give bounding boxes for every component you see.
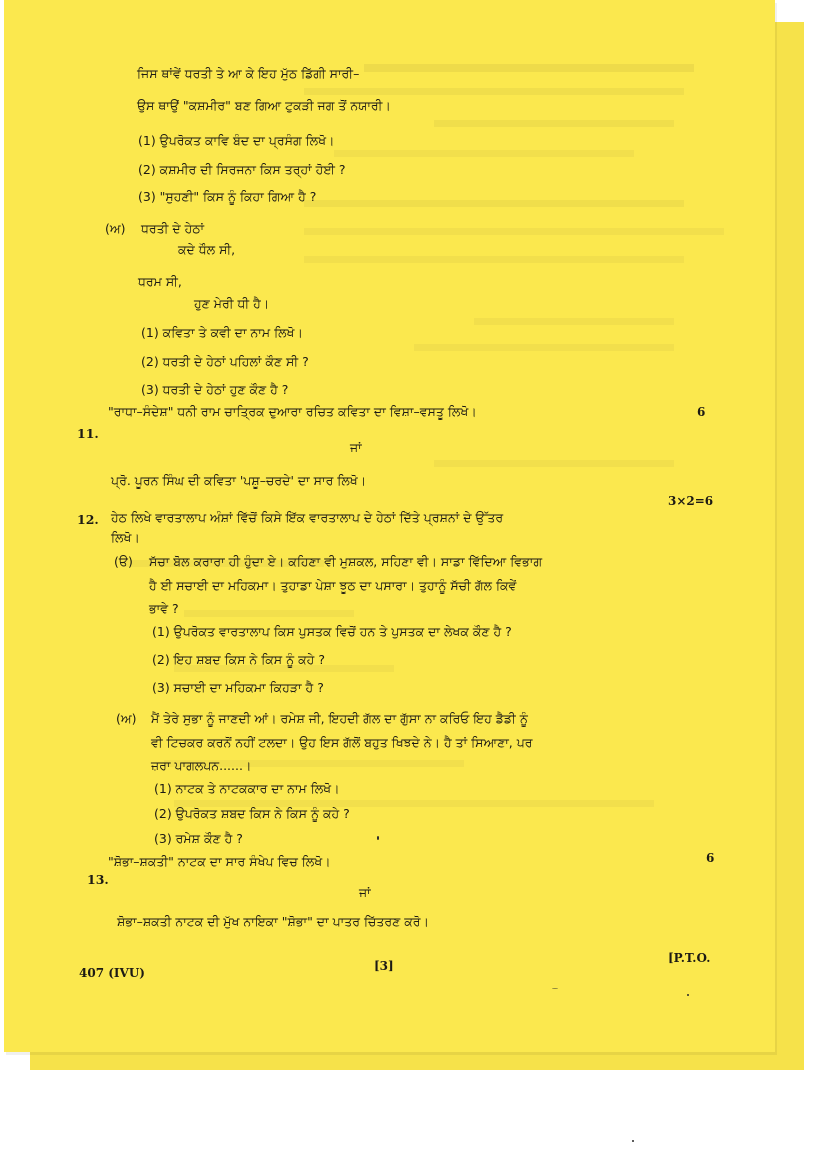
q13-marks: 6 [706, 851, 715, 865]
q12-a-subq-3: (3) ਸਚਾਈ ਦਾ ਮਹਿਕਮਾ ਕਿਹੜਾ ਹੈ ? [152, 680, 324, 695]
q12-instruction-line-1: ਹੇਠ ਲਿਖੇ ਵਾਰਤਾਲਾਪ ਅੰਸ਼ਾਂ ਵਿੱਚੋਂ ਕਿਸੇ ਇੱਕ ਵਾਰਤਾਲਾਪ ਦੇ ਹੇਠਾਂ ਦਿੱਤੇ ਪ੍ਰਸ਼ਨਾਂ ਦੇ ਉੱਤਰ [111, 510, 504, 525]
q10-subq-1: (1) ਉਪਰੋਕਤ ਕਾਵਿ ਬੰਦ ਦਾ ਪ੍ਰਸੰਗ ਲਿਖੋ। [138, 133, 335, 148]
q12-marks: 3×2=6 [668, 494, 714, 508]
q12-a-subq-1: (1) ਉਪਰੋਕਤ ਵਾਰਤਾਲਾਪ ਕਿਸ ਪੁਸਤਕ ਵਿਚੋਂ ਹਨ ਤੇ ਪੁਸਤਕ ਦਾ ਲੇਖਕ ਕੌਣ ਹੈ ? [152, 624, 512, 639]
q13-alternative: ਸ਼ੋਭਾ–ਸ਼ਕਤੀ ਨਾਟਕ ਦੀ ਮੁੱਖ ਨਾਇਕਾ "ਸ਼ੋਭਾ" ਦਾ ਪਾਤਰ ਚਿੱਤਰਣ ਕਰੋ। [117, 914, 429, 929]
q10-verse-line-1: ਜਿਸ ਥਾਂਵੇਂ ਧਰਤੀ ਤੇ ਆ ਕੇ ਇਹ ਮੁੱਠ ਡਿੱਗੀ ਸਾਰੀ– [137, 66, 360, 81]
scan-speck [687, 994, 689, 996]
q12-instruction-line-2: ਲਿਖੋ। [111, 530, 140, 545]
paper-code: 407 (IVU) [79, 966, 145, 980]
q12-part-a-label: (ੳ) [114, 554, 133, 569]
q10-b-verse-line-4: ਹੁਣ ਮੇਰੀ ਧੀ ਹੈ। [194, 296, 270, 311]
q12-a-subq-2: (2) ਇਹ ਸ਼ਬਦ ਕਿਸ ਨੇ ਕਿਸ ਨੂੰ ਕਹੇ ? [152, 652, 325, 667]
q10-verse-line-2: ਉਸ ਥਾਉਂ "ਕਸ਼ਮੀਰ" ਬਣ ਗਿਆ ਟੁਕੜੀ ਜਗ ਤੋਂ ਨਯਾਰੀ। [137, 98, 391, 113]
q10-subq-3: (3) "ਸੁਹਣੀ" ਕਿਸ ਨੂੰ ਕਿਹਾ ਗਿਆ ਹੈ ? [138, 189, 317, 204]
scan-speck [377, 836, 379, 840]
q10-b-verse-line-3: ਧਰਮ ਸੀ, [138, 274, 182, 289]
q11-alternative: ਪ੍ਰੋ. ਪੂਰਨ ਸਿੰਘ ਦੀ ਕਵਿਤਾ 'ਪਸ਼ੂ–ਚਰਦੇ' ਦਾ ਸਾਰ ਲਿਖੋ। [111, 473, 367, 488]
exam-page [4, 0, 775, 1052]
q12-a-passage-line-2: ਹੈ ਈ ਸਚਾਈ ਦਾ ਮਹਿਕਮਾ। ਤੁਹਾਡਾ ਪੇਸ਼ਾ ਝੂਠ ਦਾ ਪਸਾਰਾ। ਤੁਹਾਨੂੰ ਸੱਚੀ ਗੱਲ ਕਿਵੇਂ [149, 578, 517, 593]
q12-b-subq-3: (3) ਰਮੇਸ਼ ਕੌਣ ਹੈ ? [154, 831, 243, 846]
page-number: [3] [374, 959, 394, 973]
q12-a-passage-line-3: ਭਾਵੇ ? [149, 601, 179, 616]
q13-text: "ਸ਼ੋਭਾ–ਸ਼ਕਤੀ" ਨਾਟਕ ਦਾ ਸਾਰ ਸੰਖੇਪ ਵਿਚ ਲਿਖੋ। [108, 854, 331, 869]
q12-b-subq-2: (2) ਉਪਰੋਕਤ ਸ਼ਬਦ ਕਿਸ ਨੇ ਕਿਸ ਨੂੰ ਕਹੇ ? [154, 806, 350, 821]
q12-a-passage-line-1: ਸੱਚਾ ਬੋਲ ਕਰਾਰਾ ਹੀ ਹੁੰਦਾ ਏ। ਕਹਿਣਾ ਵੀ ਮੁਸ਼ਕਲ, ਸਹਿਣਾ ਵੀ। ਸਾਡਾ ਵਿੱਦਿਆ ਵਿਭਾਗ [149, 554, 543, 569]
show-through-texture [4, 0, 775, 1052]
q13-or: ਜਾਂ [359, 885, 371, 900]
q12-number: 12. [77, 512, 99, 527]
q12-b-passage-line-3: ਜ਼ਰਾ ਪਾਗਲਪਨ......। [151, 758, 252, 773]
q12-b-subq-1: (1) ਨਾਟਕ ਤੇ ਨਾਟਕਕਾਰ ਦਾ ਨਾਮ ਲਿਖੋ। [154, 781, 340, 796]
q10-b-verse-line-1: ਧਰਤੀ ਦੇ ਹੇਠਾਂ [141, 221, 205, 236]
q11-marks: 6 [697, 405, 706, 419]
q11-text: "ਰਾਧਾ–ਸੰਦੇਸ਼" ਧਨੀ ਰਾਮ ਚਾਤ੍ਰਿਕ ਦੁਆਰਾ ਰਚਿਤ ਕਵਿਤਾ ਦਾ ਵਿਸ਼ਾ–ਵਸਤੂ ਲਿਖੋ। [108, 404, 477, 419]
please-turn-over: [P.T.O. [668, 951, 711, 965]
q11-number: 11. [77, 426, 99, 441]
q12-b-passage-line-1: ਮੈਂ ਤੇਰੇ ਸੁਭਾ ਨੂੰ ਜਾਣਦੀ ਆਂ। ਰਮੇਸ਼ ਜੀ, ਇਹਦੀ ਗੱਲ ਦਾ ਗੁੱਸਾ ਨਾ ਕਰਿਓ ਇਹ ਡੈਡੀ ਨੂੰ [151, 711, 528, 726]
q10-part-b-label: (ਅ) [105, 221, 126, 236]
q10-b-verse-line-2: ਕਦੇ ਧੌਲ ਸੀ, [178, 242, 236, 257]
q11-or: ਜਾਂ [350, 440, 362, 455]
q10-b-subq-3: (3) ਧਰਤੀ ਦੇ ਹੇਠਾਂ ਹੁਣ ਕੌਣ ਹੈ ? [141, 382, 289, 397]
q10-b-subq-2: (2) ਧਰਤੀ ਦੇ ਹੇਠਾਂ ਪਹਿਲਾਂ ਕੌਣ ਸੀ ? [141, 354, 309, 369]
q13-number: 13. [87, 872, 109, 887]
q12-b-passage-line-2: ਵੀ ਟਿਚਕਰ ਕਰਨੋਂ ਨਹੀਂ ਟਲਦਾ। ਉਹ ਇਸ ਗੱਲੋਂ ਬਹੁਤ ਖਿਝਦੇ ਨੇ। ਹੈ ਤਾਂ ਸਿਆਣਾ, ਪਰ [151, 735, 533, 750]
q12-part-b-label: (ਅ) [116, 711, 137, 726]
q10-b-subq-1: (1) ਕਵਿਤਾ ਤੇ ਕਵੀ ਦਾ ਨਾਮ ਲਿਖੋ। [141, 325, 303, 340]
scan-speck [552, 988, 558, 989]
scan-speck [632, 1140, 634, 1142]
q10-subq-2: (2) ਕਸ਼ਮੀਰ ਦੀ ਸਿਰਜਨਾ ਕਿਸ ਤਰ੍ਹਾਂ ਹੋਈ ? [138, 162, 346, 177]
